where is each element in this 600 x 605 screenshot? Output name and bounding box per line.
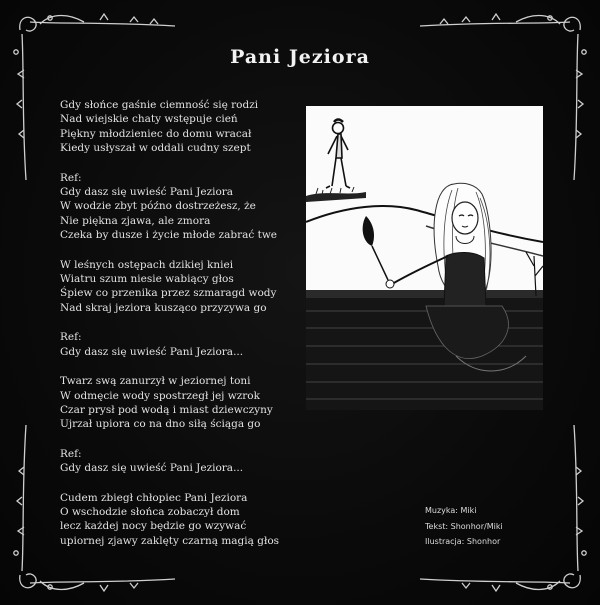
lyrics-line: Cudem zbiegł chłopiec Pani Jeziora (60, 491, 248, 504)
lyrics-stanza (60, 447, 320, 476)
lyrics-line: Nie piękna zjawa, ale zmora (60, 214, 211, 227)
lyrics-line: W wodzie zbyt późno dostrzeżesz, że (60, 200, 256, 213)
lyrics-line: Wiatru szum niesie wabiący głos (60, 273, 234, 286)
lyrics-line: W leśnych ostępach dzikiej kniei (60, 258, 234, 271)
lyrics-line: Ujrzał upiora co na dno siłą ściąga go (60, 418, 261, 431)
lyrics-line: W odmęcie wody spostrzegł jej wzrok (60, 389, 260, 402)
lyrics-block (60, 98, 320, 563)
lyrics-stanza (60, 171, 320, 243)
lyrics-line: Ref: (60, 171, 82, 184)
lyrics-stanza (60, 491, 320, 549)
lyrics-stanza (60, 330, 320, 359)
lyrics-line: Nad wiejskie chaty wstępuje cień (60, 113, 238, 126)
lyrics-line: Twarz swą zanurzył w jeziornej toni (60, 375, 251, 388)
credit-music: Muzyka: Miki (425, 506, 477, 515)
lyrics-line: Gdy dasz się uwieść Pani Jeziora... (60, 462, 244, 475)
lyrics-line: Śpiew co przenika przez szmaragd wody (60, 287, 277, 300)
lyrics-line: Kiedy usłyszał w oddali cudny szept (60, 142, 251, 155)
credit-text: Tekst: Shonhor/Miki (425, 521, 503, 531)
lyrics-line: lecz każdej nocy będzie go wzywać (60, 520, 247, 533)
lady-of-the-lake-illustration (306, 106, 543, 410)
lyrics-line: Ref: (60, 447, 82, 460)
credits-block (425, 503, 503, 550)
lyrics-stanza (60, 98, 320, 156)
lyrics-line: Gdy słońce gaśnie ciemność się rodzi (60, 99, 259, 111)
lyrics-line: Piękny młodzieniec do domu wracał (60, 127, 252, 140)
lyrics-line: O wschodzie słońca zobaczył dom (60, 505, 240, 518)
lyrics-stanza (60, 374, 320, 432)
lyrics-stanza (60, 258, 320, 316)
lyrics-line: Ref: (60, 331, 82, 344)
lyrics-line: Gdy dasz się uwieść Pani Jeziora... (60, 345, 244, 358)
lyrics-line: Gdy dasz się uwieść Pani Jeziora (60, 186, 234, 199)
credit-illustration: Ilustracja: Shonhor (425, 537, 501, 546)
lyrics-line: Czeka by dusze i życie młode zabrać twe (60, 229, 278, 242)
song-title: Pani Jeziora (230, 46, 370, 68)
lyrics-line: Czar prysł pod wodą i miast dziewczyny (60, 403, 273, 416)
lyrics-line: upiornej zjawy zaklęty czarną magią głos (60, 534, 280, 547)
lyrics-line: Nad skraj jeziora kusząco przyzywa go (60, 301, 267, 314)
